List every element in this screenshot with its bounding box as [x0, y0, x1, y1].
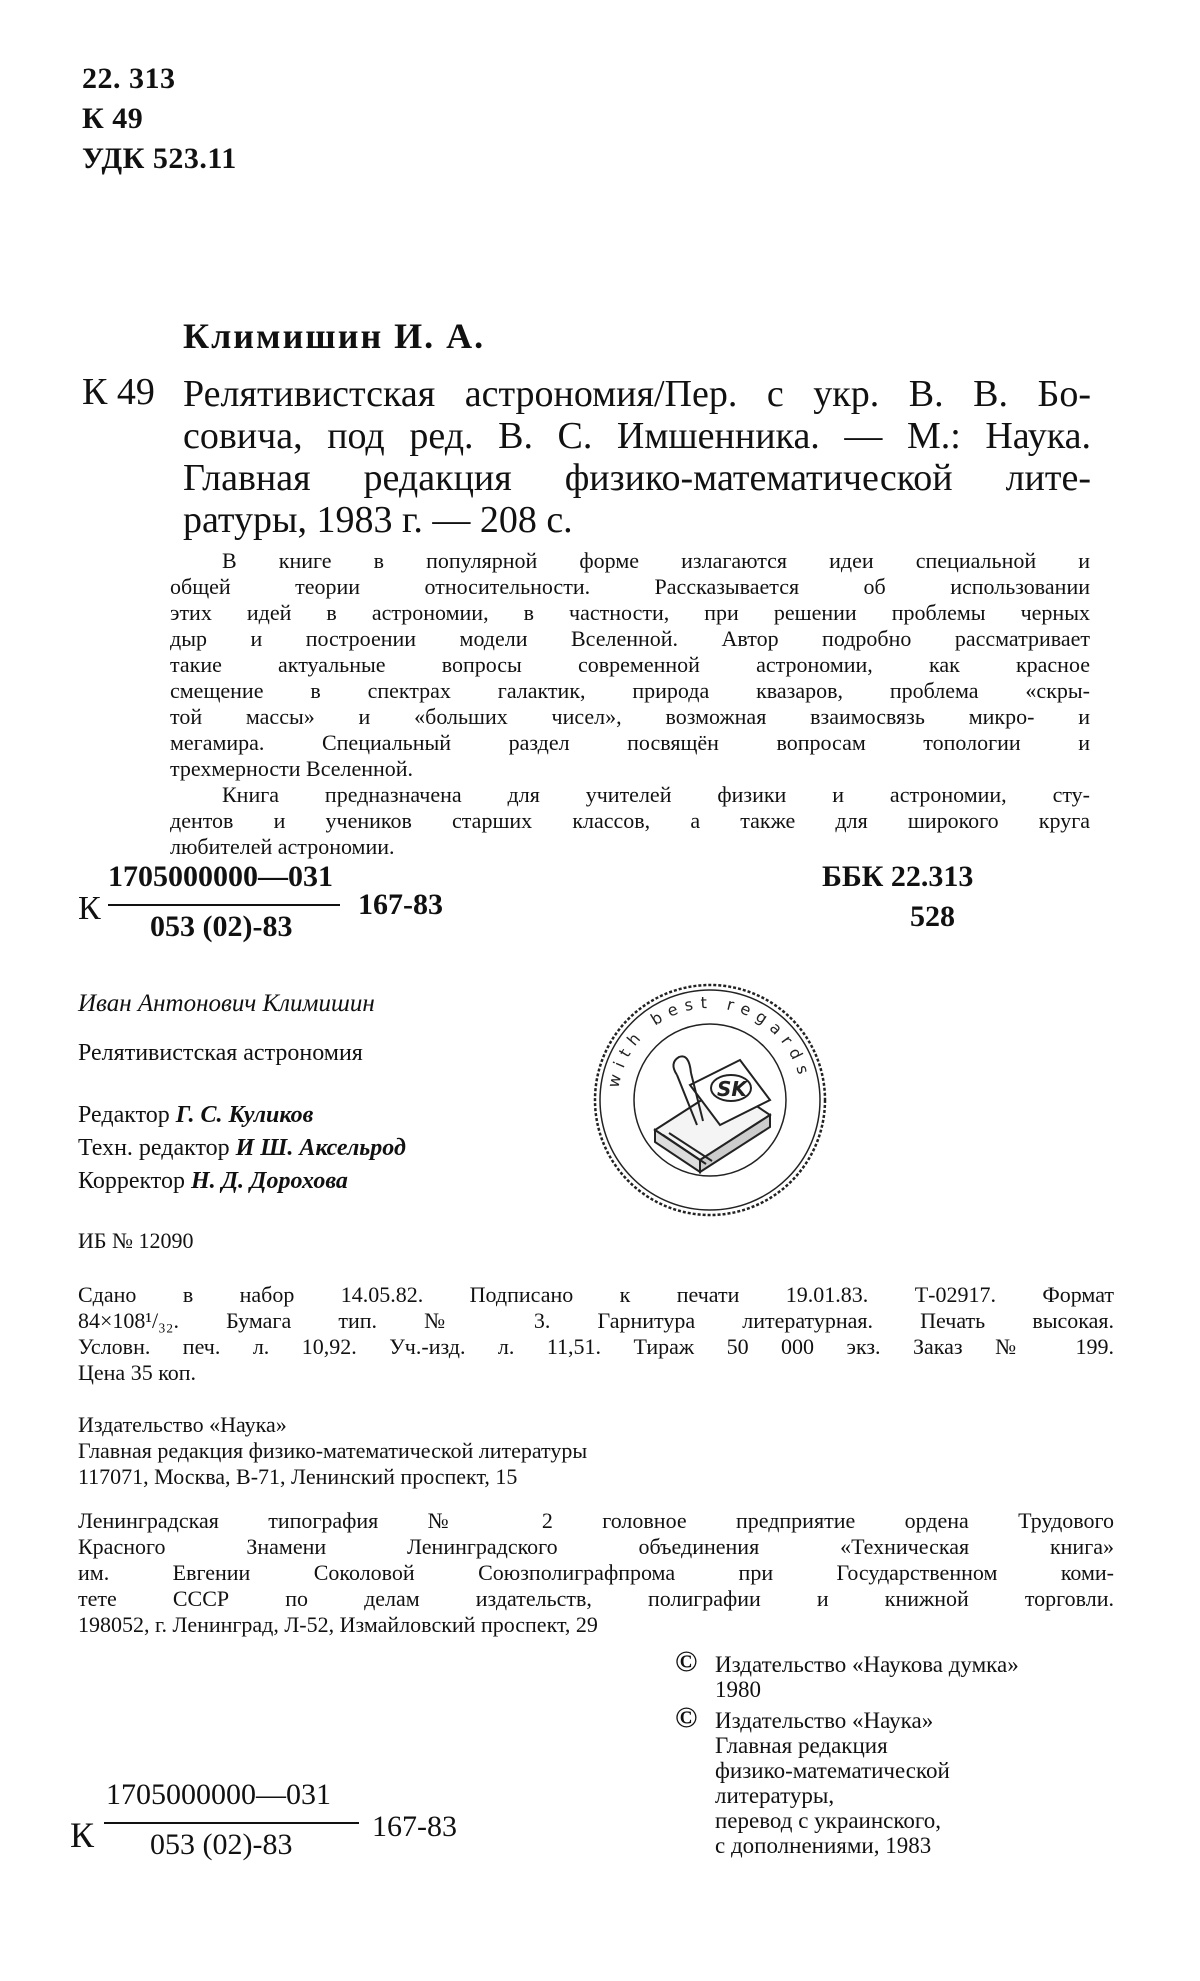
- index-code-top: [78, 860, 478, 970]
- title-line: Релятивистская астрономия/Пер. с укр. В. В. Бо-: [183, 373, 1091, 415]
- annotation-line: Книга предназначена для учителей физики и астрономии, сту-: [222, 782, 1090, 807]
- copyright-line: Издательство «Наукова думка»: [715, 1652, 1019, 1677]
- annotation-line: той массы» и «больших чисел», возможная взаимосвязь микро- и: [170, 704, 1090, 729]
- copyright-notice: [675, 1701, 1155, 1868]
- annotation-line: смещение в спектрах галактик, природа квазаров, проблема «скры-: [170, 678, 1090, 703]
- printer-line: 198052, г. Ленинград, Л-52, Измайловский проспект, 29: [78, 1612, 598, 1637]
- fraction-line: [108, 904, 340, 906]
- annotation-line: общей теории относительности. Рассказывается об использовании: [170, 574, 1090, 599]
- index-denominator: 053 (02)-83: [150, 1828, 293, 1861]
- annotation-line: любителей астрономии.: [170, 834, 395, 859]
- index-numerator: 1705000000—031: [106, 1778, 331, 1811]
- title-line: совича, под ред. В. С. Имшенника. — М.: Наука.: [183, 415, 1091, 457]
- index-suffix: 167-83: [372, 1810, 457, 1843]
- tech-editor-name: И Ш. Аксельрод: [235, 1135, 406, 1161]
- copyright-line: перевод с украинского,: [715, 1808, 942, 1833]
- owner-stamp: [585, 975, 835, 1225]
- stamp-badge-text: SK: [717, 1077, 747, 1101]
- publisher-line: 117071, Москва, В-71, Ленинский проспект, 15: [78, 1464, 518, 1489]
- copyright-icon: ©: [675, 1701, 698, 1734]
- printer-info: [78, 1508, 1114, 1638]
- copyright-text: [715, 1652, 1019, 1702]
- proofreader-label: Корректор: [78, 1168, 185, 1194]
- copyright-line: Издательство «Наука»: [715, 1708, 934, 1733]
- title-line: ратуры, 1983 г. — 208 с.: [183, 499, 573, 541]
- copyright-line: Главная редакция: [715, 1733, 888, 1758]
- bibliographic-author: Климишин И. А.: [183, 316, 486, 356]
- annotation-line: трехмерности Вселенной.: [170, 756, 414, 781]
- index-suffix: 167-83: [358, 888, 443, 921]
- ib-number: ИБ № 12090: [78, 1228, 194, 1253]
- print-details-line: Условн. печ. л. 10,92. Уч.-изд. л. 11,51. Тираж 50 000 экз. Заказ № 199.: [78, 1334, 1114, 1359]
- annotation-line: такие актуальные вопросы современной астрономии, как красное: [170, 652, 1090, 677]
- publisher-line: Издательство «Наука»: [78, 1412, 287, 1437]
- copyright-line: 1980: [715, 1677, 761, 1702]
- index-code-bottom: [70, 1778, 490, 1888]
- classification-code: 22. 313: [82, 62, 176, 95]
- annotation-line: дентов и учеников старших классов, а также для широкого круга: [170, 808, 1090, 833]
- tech-editor-label: Техн. редактор: [78, 1135, 230, 1161]
- annotation-line: мегамира. Специальный раздел посвящён вопросам топологии и: [170, 730, 1090, 755]
- index-numerator: 1705000000—031: [108, 860, 333, 893]
- bbk-number: 528: [910, 900, 955, 933]
- print-details-line: 84×108¹/₃₂. Бумага тип. № 3. Гарнитура литературная. Печать высокая.: [78, 1308, 1114, 1333]
- proofreader-credit: [78, 1168, 348, 1195]
- annotation-line: В книге в популярной форме излагаются идеи специальной и: [222, 548, 1090, 573]
- copyright-line: физико-математической: [715, 1758, 950, 1783]
- editor-name: Г. С. Куликов: [175, 1102, 314, 1128]
- stamp-ring-text: with best regards: [603, 992, 815, 1090]
- tech-editor-credit: [78, 1135, 406, 1162]
- printer-line: Ленинградская типография № 2 головное предприятие ордена Трудового: [78, 1508, 1114, 1533]
- fraction-line: [104, 1822, 359, 1824]
- classification-author-mark: К 49: [82, 102, 144, 135]
- print-details: [78, 1282, 1114, 1386]
- book-title: Релятивистская астрономия: [78, 1040, 363, 1066]
- udc-code: УДК 523.11: [82, 142, 237, 175]
- copyright-icon: ©: [675, 1645, 698, 1678]
- printer-line: Красного Знамени Ленинградского объединения «Техническая книга»: [78, 1534, 1114, 1559]
- proofreader-name: Н. Д. Дорохова: [190, 1168, 348, 1194]
- stamp-icon: [585, 975, 835, 1225]
- copyright-line: литературы,: [715, 1783, 835, 1808]
- publisher-line: Главная редакция физико-математической литературы: [78, 1438, 588, 1463]
- print-details-line: Цена 35 коп.: [78, 1360, 197, 1385]
- printer-line: тете СССР по делам издательств, полиграфии и книжной торговли.: [78, 1586, 1114, 1611]
- index-prefix: К: [78, 890, 101, 927]
- bbk-code: ББК 22.313: [822, 860, 974, 893]
- index-prefix: К: [70, 1815, 95, 1855]
- title-line: Главная редакция физико-математической лите-: [183, 457, 1091, 499]
- call-number: К 49: [82, 371, 155, 413]
- print-details-line: Сдано в набор 14.05.82. Подписано к печати 19.01.83. Т-02917. Формат: [78, 1282, 1114, 1307]
- copyright-notice: [675, 1645, 1155, 1702]
- annotation-line: дыр и построении модели Вселенной. Автор подробно рассматривает: [170, 626, 1090, 651]
- printer-line: им. Евгении Соколовой Союзполиграфпрома при Государственном коми-: [78, 1560, 1114, 1585]
- annotation-line: этих идей в астрономии, в частности, при решении проблемы черных: [170, 600, 1090, 625]
- publisher-info: [78, 1412, 1114, 1490]
- annotation: [170, 548, 1090, 860]
- author-full-name: Иван Антонович Климишин: [78, 990, 375, 1017]
- editor-credit: [78, 1102, 313, 1129]
- index-denominator: 053 (02)-83: [150, 910, 293, 943]
- editor-label: Редактор: [78, 1102, 170, 1128]
- copyright-text: [715, 1708, 950, 1858]
- copyright-line: с дополнениями, 1983: [715, 1833, 932, 1858]
